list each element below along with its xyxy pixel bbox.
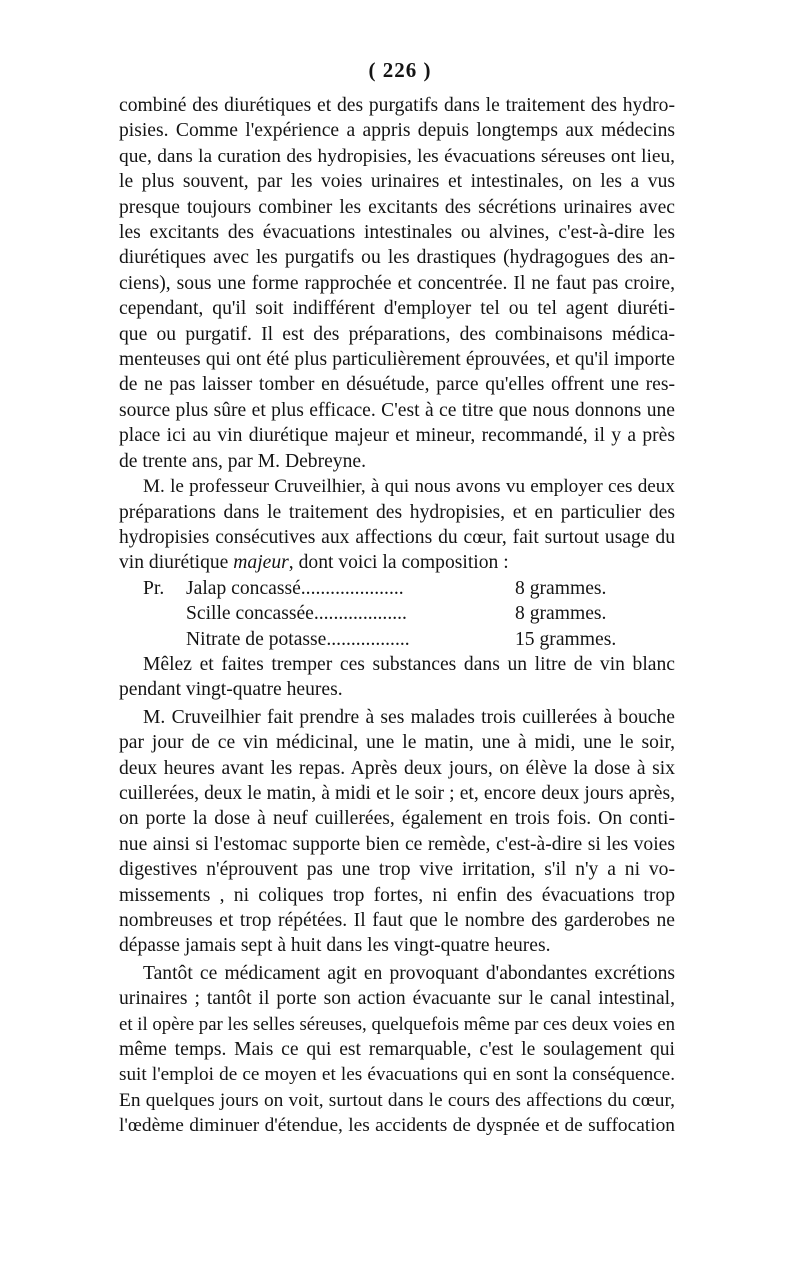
text-line: Mêlez et faites tremper ces substances dans un litre de vin blanc [143, 653, 675, 675]
paragraph-4 [119, 705, 675, 959]
text-line: combiné des diurétiques et des purgatifs dans le traitement des hydro- [119, 95, 675, 116]
text-line: presque toujours combiner les excitants des sécrétions urinaires avec [119, 196, 675, 218]
text-line: pendant vingt-quatre heures. [119, 679, 343, 701]
text-line: Tantôt ce médicament agit en provoquant d'abondantes excrétions [143, 962, 675, 984]
text-line: place ici au vin diurétique majeur et mineur, recommandé, il y a près [119, 425, 675, 447]
text-line: cependant, qu'il soit indifférent d'employer tel ou tel agent diuréti- [119, 298, 675, 320]
recipe-row [119, 576, 675, 601]
body-text [119, 93, 675, 1139]
text-line: dépasse jamais sept à huit dans les vingt-quatre heures. [119, 935, 551, 957]
text-fragment: , dont voici la composition : [288, 552, 509, 574]
text-line: l'œdème diminuer d'étendue, les accidents de dyspnée et de suffocation [119, 1115, 675, 1137]
text-line: par jour de ce vin médicinal, une le matin, une à midi, une le soir, [119, 732, 675, 754]
recipe-prefix: Pr. [143, 577, 165, 599]
text-line: cuillerées, deux le matin, à midi et le soir ; et, encore deux jours après, [119, 782, 675, 804]
text-line: les excitants des évacuations intestinales ou alvines, c'est-à-dire les [119, 222, 675, 244]
recipe-quantity: 8 grammes. [515, 577, 607, 599]
text-line: suit l'emploi de ce moyen et les évacuations qui en sont la conséquence. [119, 1064, 675, 1086]
recipe-quantity: 15 grammes. [515, 628, 617, 650]
text-line: on porte la dose à neuf cuillerées, également en trois fois. On conti- [119, 808, 675, 830]
text-line: que ou purgatif. Il est des préparations, des combinaisons médica- [119, 323, 675, 345]
text-line: missements , ni coliques trop fortes, ni enfin des évacuations trop [119, 884, 675, 906]
text-line: M. Cruveilhier fait prendre à ses malades trois cuillerées à bouche [143, 706, 675, 728]
paragraph-2 [119, 474, 675, 576]
recipe-ingredient: Scille concassée................... [186, 603, 407, 625]
text-line: diurétiques avec les purgatifs ou les drastiques (hydragogues des an- [119, 247, 675, 269]
text-line: de ne pas laisser tomber en désuétude, parce qu'elles offrent une res- [119, 374, 675, 396]
text-line: que, dans la curation des hydropisies, les évacuations séreuses ont lieu, [119, 145, 675, 167]
text-line: préparations dans le traitement des hydropisies, et en particulier des [119, 501, 675, 523]
recipe-ingredient: Nitrate de potasse................. [186, 628, 410, 650]
text-line: et il opère par les selles séreuses, quelquefois même par ces deux voies en [119, 1013, 675, 1035]
text-line: menteuses qui ont été plus particulièrement éprouvées, et qu'il importe [119, 349, 675, 371]
text-line: nue ainsi si l'estomac supporte bien ce remède, c'est-à-dire si les voies [119, 833, 675, 855]
text-line: hydropisies consécutives aux affections du cœur, fait surtout usage du [119, 526, 675, 548]
text-line: source plus sûre et plus efficace. C'est à ce titre que nous donnons une [119, 399, 675, 421]
paragraph-1 [119, 93, 675, 474]
recipe-row [119, 627, 675, 652]
text-line [119, 550, 675, 575]
text-line: nombreuses et trop répétées. Il faut que le nombre des garderobes ne [119, 909, 675, 931]
text-line: de trente ans, par M. Debreyne. [119, 450, 366, 472]
recipe-ingredient: Jalap concassé..................... [186, 577, 404, 599]
text-line: digestives n'éprouvent pas une trop vive irritation, s'il n'y a ni vo- [119, 859, 675, 881]
recipe [119, 576, 675, 652]
text-line: M. le professeur Cruveilhier, à qui nous avons vu employer ces deux [143, 476, 675, 498]
text-line: le plus souvent, par les voies urinaires et intestinales, on les a vus [119, 171, 675, 193]
text-line: urinaires ; tantôt il porte son action évacuante sur le canal intestinal, [119, 988, 675, 1010]
page-number: ( 226 ) [368, 58, 432, 82]
text-line: deux heures avant les repas. Après deux jours, on élève la dose à six [119, 757, 675, 779]
recipe-quantity: 8 grammes. [515, 603, 607, 625]
text-line: En quelques jours on voit, surtout dans le cours des affections du cœur, [119, 1089, 675, 1111]
text-line: pisies. Comme l'expérience a appris depuis longtemps aux médecins [119, 120, 675, 142]
paragraph-5 [119, 961, 675, 1139]
italic-term: majeur [233, 552, 289, 574]
text-line: ciens), sous une forme rapprochée et concentrée. Il ne faut pas croire, [119, 272, 675, 294]
recipe-row [119, 601, 675, 626]
text-line: même temps. Mais ce qui est remarquable, c'est le soulagement qui [119, 1038, 675, 1060]
text-fragment: vin diurétique [119, 552, 234, 574]
paragraph-3 [119, 652, 675, 703]
